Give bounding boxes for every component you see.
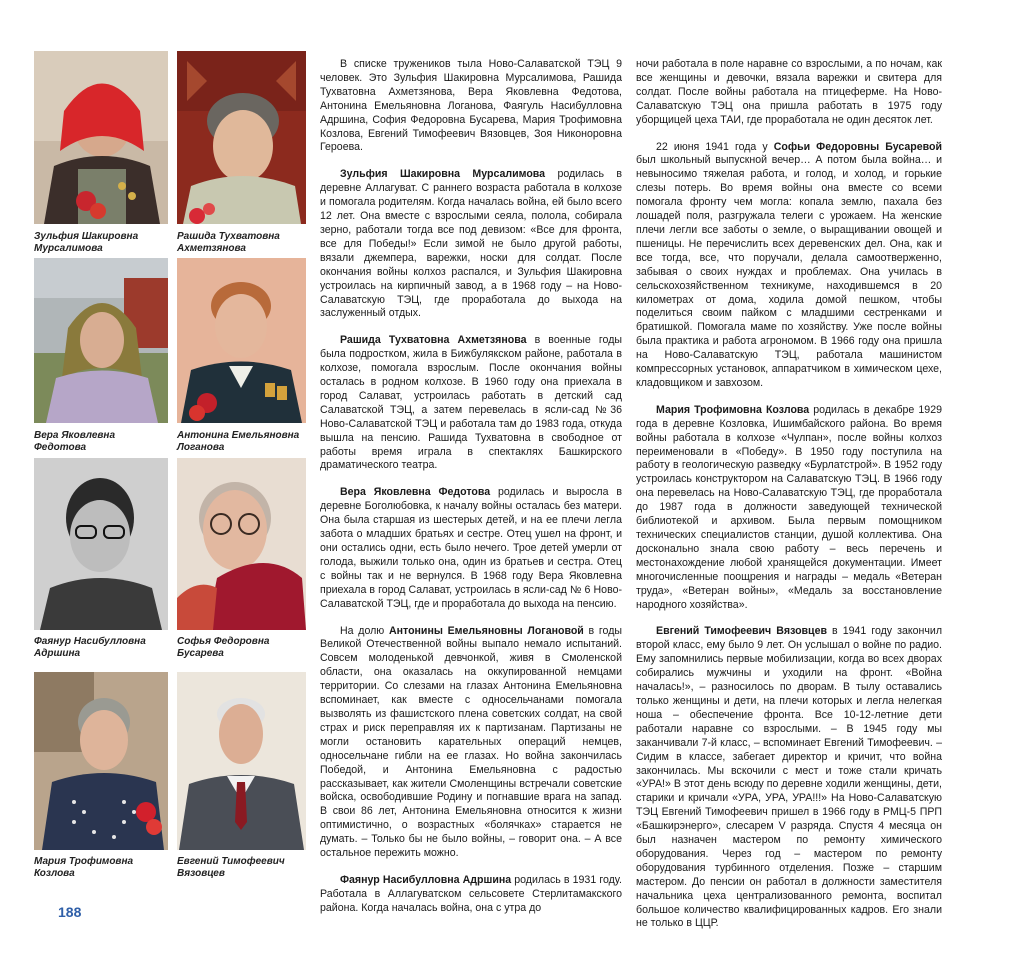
caption-line-2: Вязовцев [177,868,225,879]
caption-line-1: Софья Федоровна [177,636,270,647]
portrait-photo-akhmetzyanova [177,51,306,224]
bio-paragraph [636,404,942,613]
caption-line-2: Бусарева [177,648,224,659]
person-name: Антонины Емельяновны Логановой [388,624,584,637]
bio-paragraph [320,625,622,861]
person-name: Зульфия Шакировна Мурсалимова [340,168,546,181]
paragraph-text: в годы Великой Отечественной войны выпало немало испытаний. Совсем молоденькой девчонкой, живя в Смоленской области, она оказалась на оккупированной немцами территории. Со слезами на глазах Антонина Емельяновна вспоминает, как вместе с односельчанами помогала вызволять из фашистского плена советских солдат, на свой страх и риск переправляя их к партизанам. Партизаны не могли остановить карательных операций немцев, односельчане гибли на ее глазах. Но война закончилась Победой, и Антонина Емельяновна с радостью рассказывает, как жители Смоленщины встречали советские войска, освободившие Родину и погнавшие врага на запад. В свои 86 лет, Антонина Емельяновна относится к жизни оптимистично, о возрастных «болячках» старается не думать. – Только бы не было войны, – говорит она. – А все остальное пережить можно. [320,624,622,860]
caption-line-1: Антонина Емельяновна [177,430,300,441]
photo-caption [34,231,138,255]
paragraph-text: 22 июня 1941 года у [656,140,774,153]
paragraph-text: В списке тружеников тыла Ново-Салаватской ТЭЦ 9 человек. Это Зульфия Шакировна Мурсалимова, Рашида Тухватовна Ахметзянова, Вера Яковлевна Федотова, Антонина Емельяновна Логанова, Фаягуль Насибулловна Адршина, София Федоровна Бусарева, Мария Трофимовна Козлова, Евгений Тимофеевич Вязовцев, Зоя Никоноровна Героева. [320,58,622,154]
caption-line-1: Вера Яковлевна [34,430,116,441]
person-name: Евгений Тимофеевич Вязовцев [656,625,827,638]
person-name: Вера Яковлевна Федотова [340,486,491,499]
paragraph-text: На долю [340,624,389,637]
caption-line-2: Логанова [177,442,225,453]
caption-line-1: Фаянур Насибулловна [34,636,146,647]
caption-line-1: Евгений Тимофеевич [177,856,285,867]
portrait-photo-adrshina [34,458,168,630]
portrait-photo-mursalimova [34,51,168,224]
bio-paragraph [320,874,622,916]
paragraph-text: родилась в 1931 году. Работала в Аллагуватском сельсовете Стерлитамакского района. Когда началась война, она с утра до [320,873,622,914]
caption-line-2: Козлова [34,868,75,879]
photo-caption [177,856,285,880]
paragraph-text: ночи работала в поле наравне со взрослыми, а по ночам, как все женщины и девочки, вязала варежки и свитера для солдат. После войны работала на птицеферме. На Ново-Салаватскую ТЭЦ она пришла работать в 1975 году уборщицей цеха ТАИ, где проработала не один десяток лет. [636,58,942,126]
text-column-right [636,58,942,944]
portrait-photo-kozlova [34,672,168,850]
photo-caption [177,231,280,255]
photo-caption [177,636,269,660]
bio-paragraph-continued [636,58,942,128]
caption-line-1: Рашида Тухватовна [177,231,280,242]
caption-line-2: Адршина [34,648,81,659]
photo-caption [34,636,146,660]
photo-caption [34,856,133,880]
portrait-photo-busareva [177,458,306,630]
photo-caption [177,430,299,454]
intro-paragraph [320,58,622,155]
caption-line-2: Мурсалимова [34,243,103,254]
caption-line-2: Федотова [34,442,87,453]
caption-line-1: Мария Трофимовна [34,856,134,867]
person-name: Рашида Тухватовна Ахметзянова [340,334,527,347]
photo-caption [34,430,115,454]
paragraph-text: в 1941 году закончил второй класс, ему было 9 лет. Он услышал о войне по радио. Ему запомнились первые мобилизации, когда во всех дворах собирались мужчины и уходили на фронт. «Война началась!», – разносилось по дворам. В тылу оставались только женщины и дети, на плечи которых и легла нелегкая ноша – обеспечение фронта. Все 10-12-летние дети работали наравне со взрослыми. – В 1945 году мы заканчивали 7-й класс, – вспоминает Евгений Тимофеевич. – Сидим в классе, забегает директор и кричит, что война закончилась. Мы вскочили с мест и тоже стали кричать «УРА!» В этот день всюду по деревне ходили женщины, дети, старики и кричали «УРА, УРА, УРА!!!» На Ново-Салаватскую ТЭЦ Евгений Тимофеевич пришел в 1966 году в РМЦ-5 ПРП «Башкирэнерго», слесарем V разряда. Спустя 4 месяца он был назначен мастером по ремонту химического оборудования. Через год – мастером по ремонту оборудования турбинного отделения. Позже – старшим мастером. До пенсии он работал в должности заместителя начальника цеха централизованного ремонта, воспитал большое количество квалифицированных кадров. Его знали не только в ЦЦР. [636,625,943,930]
portrait-photo-fedotova [34,258,168,423]
bio-paragraph [636,141,942,391]
bio-paragraph [320,168,622,321]
paragraph-text: в военные годы была подростком, жила в Бижбулякском районе, работала в колхозе, помогала взрослым. После окончания войны осталась в родном колхозе. В 1960 году она приехала в город Салават, устроилась работать в детский сад Салаватской ТЭЦ, а затем перевелась в ясли-сад №36 Ново-Салаватской ТЭЦ и работала там до 1983 года, откуда вышла на пенсию. Рашида Тухватовна в свободное от работы время играла в спектаклях Башкирского драматического театра. [320,334,622,472]
portrait-photo-loganova [177,258,306,423]
text-column-left [320,58,622,929]
caption-line-2: Ахметзянова [177,243,246,254]
paragraph-text: родилась в декабре 1929 года в деревне Козловка, Ишимбайского района. Во время войны работала в колхозе «Чулпан», после войны колхоз переименовали в «Победу». В 1950 году поступила на работу в геологическую разведку «Бурлатстрой». В 1952 году устроилась конструктором на Салаватскую ТЭЦ. В 1966 году она перевелась на Ново-Салаватскую ТЭЦ, где проработала до 1987 года в должности заведующей технической библиотекой и архивом. Была первым помощником технических специалистов станции, душой коллектива. Она досконально знала свою работу – весь перечень и местонахождение любой хранящейся документации. Имеет многочисленные поощрения и награды – медаль «Ветеран труда», «Ветеран войны», «Медаль за восстановление народного хозяйства». [636,403,942,611]
person-name: Мария Трофимовна Козлова [656,403,810,416]
page-number: 188 [58,904,82,920]
paragraph-text: родилась в деревне Аллагуват. С раннего возраста работала в колхозе и помогала родителям. Когда началась война, ей было всего 12 лет. Она вместе с взрослыми сеяла, полола, собирала зерно, работали тогда все под девизом: «Все для фронта, все для Победы!» Если зимой не было другой работы, вязали джемпера, варежки, носки для солдат. После окончания войны колхоз распался, и Зульфия Шакировна устроилась на кирпичный завод, а в 1968 году – на Ново-Салаватскую ТЭЦ, где проработала до выхода на заслуженный отдых. [320,168,622,320]
person-name: Софьи Федоровны Бусаревой [773,140,942,153]
portrait-photo-vyazovtsev [177,672,306,850]
paragraph-text: был школьный выпускной вечер… А потом была война… и невыносимо тяжелая работа, и голод, и холод, и горькие слезы потерь. Во время войны она вместе со всеми помогала фронту чем могла: копала землю, пахала без лошадей поля, разгружала телеги с урожаем. На женские плечи легли все заботы о земле, о выращивании овощей и пшеницы. Не перечислить всех деревенских дел. Она, как и все тогда, все, что поручали, делала самоотверженно, забывая о своих нуждах и проблемах. Она училась в сельскохозяйственном техникуме, находившемся в 20 километрах от дома, ходила домой пешком, чтобы поделиться своим пайком с младшими сестренками и братишкой. Помогала маме по хозяйству. Уже после войны была практика и работа агрономом. В 1966 году она пришла на Ново-Салаватскую ТЭЦ, работала машинистом компрессорных установок, аппаратчиком в химическом цехе, кладовщиком и завхозом. [636,154,942,389]
bio-paragraph [636,625,942,931]
paragraph-text: родилась и выросла в деревне Боголюбовка, к началу войны осталась без матери. Она была старшая из шестерых детей, и на ее плечи легла забота о младших братьях и сестре. Отец ушел на фронт, и они остались одни, есть было нечего. Трое детей умерли от голода, выжили только она, один из братьев и сестра. Отец с войны так и не вернулся. В 1968 году Вера Яковлевна приехала в город Салават, устроилась в ясли-сад № 6 Ново-Салаватской ТЭЦ, где и проработала до выхода на пенсию. [320,486,622,610]
bio-paragraph [320,486,622,611]
bio-paragraph [320,334,622,473]
person-name: Фаянур Насибулловна Адршина [340,873,512,886]
caption-line-1: Зульфия Шакировна [34,231,139,242]
